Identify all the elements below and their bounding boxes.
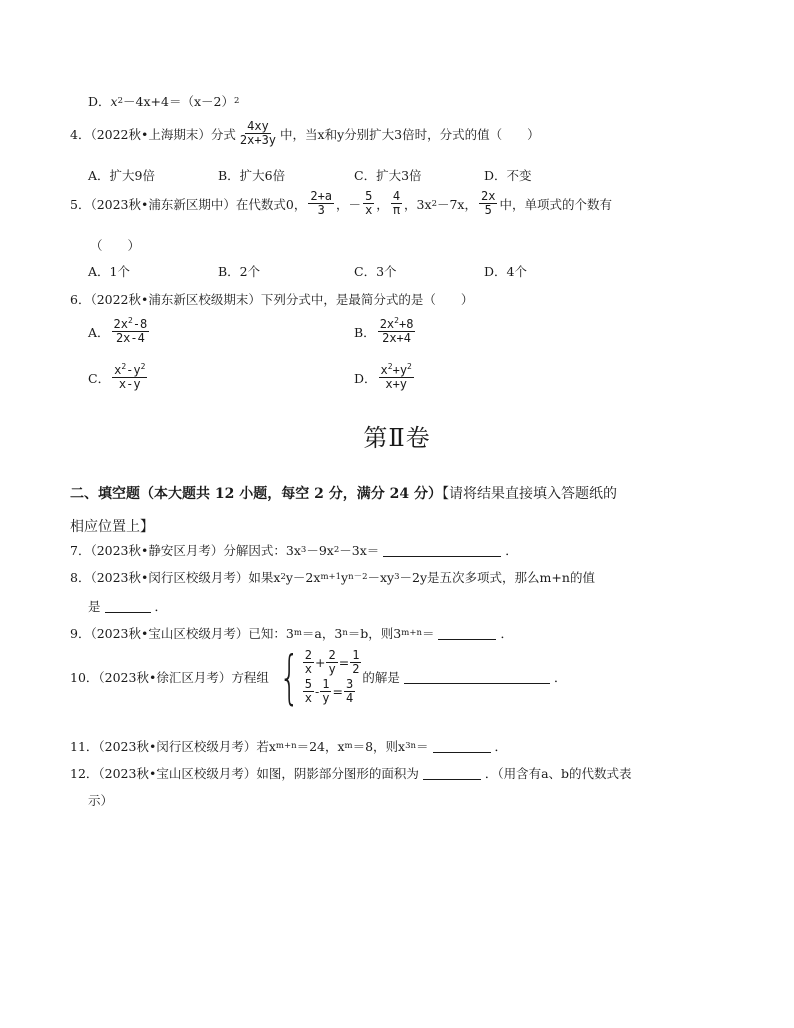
- q5-option-c: C．3个: [354, 264, 397, 279]
- q3-option-d: D． x 2 －4x+4＝（x－2） 2: [88, 93, 240, 109]
- q9-answer-blank[interactable]: [438, 626, 496, 640]
- section-2-heading: 二、填空题（本大题共 12 小题，每空 2 分，满分 24 分）【请将结果直接填入答题纸的: [70, 486, 617, 502]
- q7-answer-blank[interactable]: [383, 543, 501, 557]
- question-4: 4．（2022秋•上海期末）分式 $\frac{4xy}{2x+3y}$ 中，当x和y分别扩大3倍时，分式的值（ ）: [70, 119, 540, 148]
- q8-answer-blank[interactable]: [105, 599, 151, 613]
- question-8-line2: 是 ．: [88, 599, 168, 614]
- question-7: 7．（2023秋•静安区月考）分解因式：3x 3 －9x 2 －3x＝ ．: [70, 543, 518, 558]
- q6-option-d: D． $\frac{x^2+y^2}{x+y}$: [354, 362, 412, 392]
- question-12: 12．（2023秋•宝山区校级月考）如图，阴影部分图形的面积为 ．（用含有a、b的代数式表: [70, 766, 632, 781]
- question-6: 6．（2022秋•浦东新区校级期末）下列分式中，是最简分式的是（ ）: [70, 292, 474, 307]
- q5-paren: （ ）: [90, 238, 141, 253]
- q5-option-b: B．2个: [218, 264, 261, 279]
- q12-answer-blank[interactable]: [423, 766, 481, 780]
- q4-option-c: C．扩大3倍: [354, 168, 422, 183]
- equation-system: { $\frac{2}{x}$ + $\frac{2}{y}$ = $\frac{1}{2}$ $\frac{5}{x}$ - $\frac{1}{y}$ = $\frac{3}{4}$: [279, 643, 360, 711]
- left-brace-icon: {: [279, 643, 300, 711]
- q6-option-c: C． $\frac{x^2-y^2}{x-y}$: [88, 362, 146, 392]
- q4-fraction: $\frac{4xy}{2x+3y}$: [239, 119, 277, 148]
- q6-option-b: B． $\frac{2x^2+8}{2x+4}$: [354, 316, 414, 346]
- q6-option-a: A． $\frac{2x^2-8}{2x-4}$: [88, 316, 148, 346]
- question-12-line2: 示）: [88, 793, 114, 808]
- q11-answer-blank[interactable]: [433, 739, 491, 753]
- q4-option-a: A．扩大9倍: [88, 168, 155, 183]
- question-10: 10．（2023秋•徐汇区月考）方程组 { $\frac{2}{x}$ + $\frac{2}{y}$ = $\frac{1}{2}$ $\frac{5}{x}$ - $\frac{1}{y}$ = $\frac{3}{4}$ 的解是 ．: [70, 643, 567, 711]
- q5-option-d: D．4个: [484, 264, 527, 279]
- part-2-title: 第Ⅱ卷: [363, 424, 431, 452]
- question-8: 8．（2023秋•闵行区校级月考）如果x 2 y－2x m+1 y n－2 －xy 3 －2y是五次多项式，那么m+n的值: [70, 569, 595, 585]
- section-2-heading-line2: 相应位置上】: [70, 519, 154, 535]
- q5-option-a: A．1个: [88, 264, 130, 279]
- q4-option-d: D．不变: [484, 168, 532, 183]
- question-5: 5．（2023秋•浦东新区期中）在代数式0， $\frac{2+a}{3}$ ， － $\frac{5}{x}$ ， $\frac{4}{\pi}$ ，3x 2 －7x， $\frac{2x}{5}$ 中，单项式的个数有: [70, 189, 612, 218]
- q10-answer-blank[interactable]: [404, 670, 550, 684]
- q4-option-b: B．扩大6倍: [218, 168, 286, 183]
- question-11: 11．（2023秋•闵行区校级月考）若x m+n ＝24，x m ＝8，则x 3n ＝ ．: [70, 739, 508, 754]
- question-9: 9．（2023秋•宝山区校级月考）已知：3 m ＝a，3 n ＝b，则3 m+n ＝ ．: [70, 626, 513, 641]
